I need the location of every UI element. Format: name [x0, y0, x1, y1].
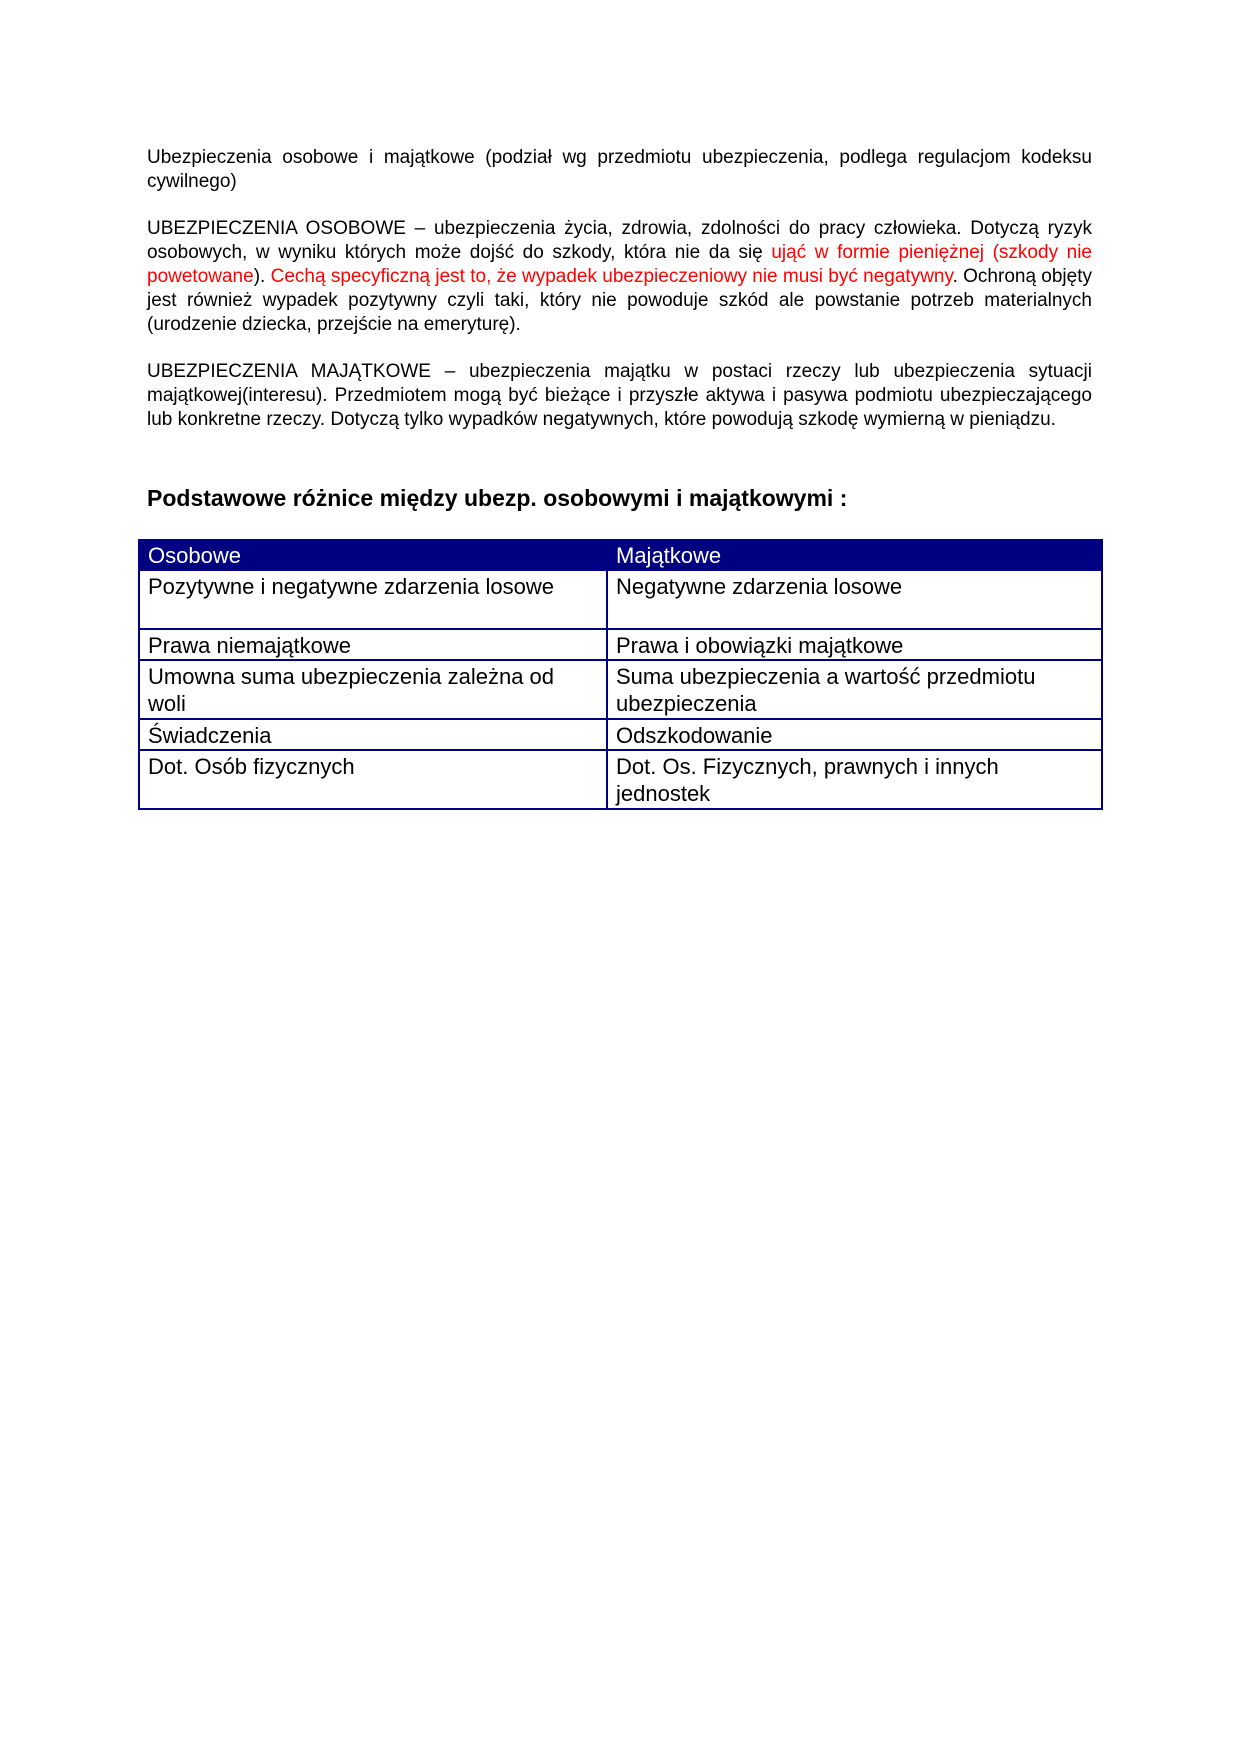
osobowe-highlight-1: ująć w formie pieniężnej (szkody nie powetowane [147, 242, 1093, 287]
table-cell: Odszkodowanie [607, 719, 1102, 750]
osobowe-text-3: . Ochroną objęty jest również wypadek pozytywny czyli taki, który nie powoduje szkód ale powstanie potrzeb materialnych (urodzenie dziecka, przejście na emeryturę). [147, 266, 1093, 335]
table-row [139, 570, 1102, 629]
table-cell: Pozytywne i negatywne zdarzenia losowe [139, 570, 607, 629]
majatkowe-paragraph: UBEZPIECZENIA MAJĄTKOWE – ubezpieczenia majątku w postaci rzeczy lub ubezpieczenia sytuacji majątkowej(interesu). Przedmiotem mogą być bieżące i przyszłe aktywa i pasywa podmiotu ubezpieczającego lub konkretne rzeczy. Dotyczą tylko wypadków negatywnych, które powodują szkodę wymierną w pieniądzu. [147, 361, 1092, 430]
table-row [139, 629, 1102, 660]
osobowe-text-2: ). [253, 266, 271, 287]
table-header-row [139, 540, 1102, 570]
table-row [139, 719, 1102, 750]
table-cell: Dot. Os. Fizycznych, prawnych i innych jednostek [607, 750, 1102, 809]
intro-paragraph: Ubezpieczenia osobowe i majątkowe (podział wg przedmiotu ubezpieczenia, podlega regulacjom kodeksu cywilnego) [147, 147, 1092, 192]
table-cell: Negatywne zdarzenia losowe [607, 570, 1102, 629]
comparison-table [138, 539, 1103, 810]
table-cell: Umowna suma ubezpieczenia zależna od woli [139, 660, 607, 719]
header-osobowe: Osobowe [139, 540, 607, 570]
osobowe-paragraph [147, 217, 1092, 337]
comparison-heading: Podstawowe różnice między ubezp. osobowymi i majątkowymi : [147, 485, 848, 511]
table-cell: Dot. Osób fizycznych [139, 750, 607, 809]
table-cell: Prawa niemajątkowe [139, 629, 607, 660]
osobowe-highlight-2: Cechą specyficzną jest to, że wypadek ubezpieczeniowy nie musi być negatywny [270, 266, 953, 287]
table-cell: Suma ubezpieczenia a wartość przedmiotu ubezpieczenia [607, 660, 1102, 719]
table-cell: Prawa i obowiązki majątkowe [607, 629, 1102, 660]
document-page [147, 146, 1093, 806]
table-row [139, 660, 1102, 719]
table-cell: Świadczenia [139, 719, 607, 750]
osobowe-text-1: UBEZPIECZENIA OSOBOWE – ubezpieczenia życia, zdrowia, zdolności do pracy człowieka. Dotyczą ryzyk osobowych, w wyniku których może dojść do szkody, która nie da się [147, 218, 1092, 263]
table-row [139, 750, 1102, 809]
header-majatkowe: Majątkowe [607, 540, 1102, 570]
